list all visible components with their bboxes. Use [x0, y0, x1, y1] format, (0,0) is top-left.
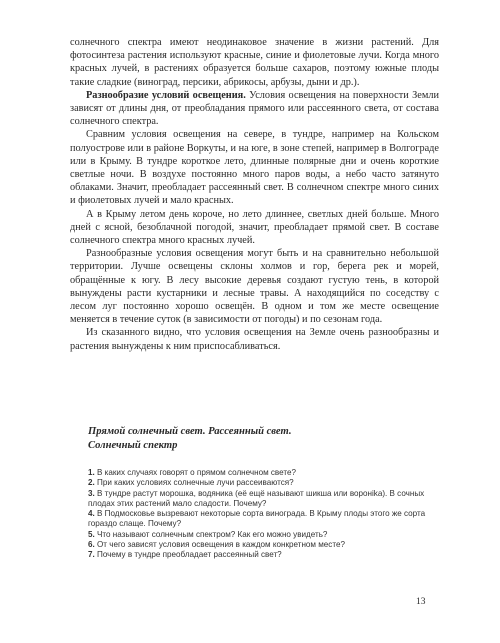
paragraph: солнечного спектра имеют неодинаковое значение в жизни растений. Для фотосинтеза растения используют красные, синие и фиолетовые лучи. Когда много красных лучей, в растениях образуется больше сахаров, поэтому южные плоды такие сладкие (виноград, персики, абрикосы, арбузы, дыни и др.). [70, 37, 439, 88]
body-text [70, 36, 439, 353]
paragraph: Из сказанного видно, что условия освещения на Земле очень разнообразны и растения вынуждены к ним приспосабливаться. [70, 327, 439, 352]
paragraph-lead: Разнообразие условий освещения. [86, 89, 246, 101]
question-list [88, 468, 428, 561]
question-item: 2. При каких условиях солнечные лучи рассеиваются? [88, 478, 294, 488]
question-item: 6. От чего зависят условия освещения в каждом конкретном месте? [88, 540, 345, 550]
question-item: 3. В тундре растут морошка, водяника (её ещё называют шикша или воронika). В сочных плодах этих растений мало сладости. Почему? [88, 488, 425, 508]
review-section [88, 425, 428, 561]
paragraph: Сравним условия освещения на севере, в тундре, например на Кольском полуострове или в районе Воркуты, и на юге, в зоне степей, например в Волгограде или в Крыму. В тундре короткое лето, длинные полярные дни и очень короткие светлые ночи. В воздухе постоянно много паров воды, а небо часто затянуто облаками. Значит, преобладает рассеянный свет. В солнечном спектре много синих и фиолетовых лучей и мало красных. [70, 129, 439, 207]
paragraph: Разнообразные условия освещения могут быть и на сравнительно небольшой территории. Лучше освещены склоны холмов и гор, берега рек и морей, обращённые к югу. В лесу высокие деревья создают густую тень, в которой вынуждены расти кустарники и лесные травы. А находящийся по соседству с лесом луг постоянно хорошо освещён. В одном и том же месте освещение меняется в течение суток (в зависимости от погоды) и по сезонам года. [70, 248, 439, 326]
paragraph: Разнообразие условий освещения. Условия освещения на поверхности Земли зависят от длины дня, от преобладания прямого или рассеянного света, от состава солнечного спектра. [70, 89, 439, 128]
question-item: 7. Почему в тундре преобладает рассеянный свет? [88, 550, 282, 560]
paragraph: А в Крыму летом день короче, но лето длиннее, светлых дней больше. Много дней с ясной, безоблачной погодой, значит, преобладает прямой свет. В составе солнечного спектра много красных лучей. [70, 208, 439, 247]
page-number: 13 [416, 597, 426, 607]
question-item: 1. В каких случаях говорят о прямом солнечном свете? [88, 468, 296, 477]
section-title: Прямой солнечный свет. Рассеянный свет. Солнечный спектр [88, 426, 292, 451]
question-item: 4. В Подмосковье вызревают некоторые сорта винограда. В Крыму плоды этого же сорта гораздо слаще. Почему? [88, 509, 426, 529]
question-item: 5. Что называют солнечным спектром? Как его можно увидеть? [88, 529, 328, 539]
